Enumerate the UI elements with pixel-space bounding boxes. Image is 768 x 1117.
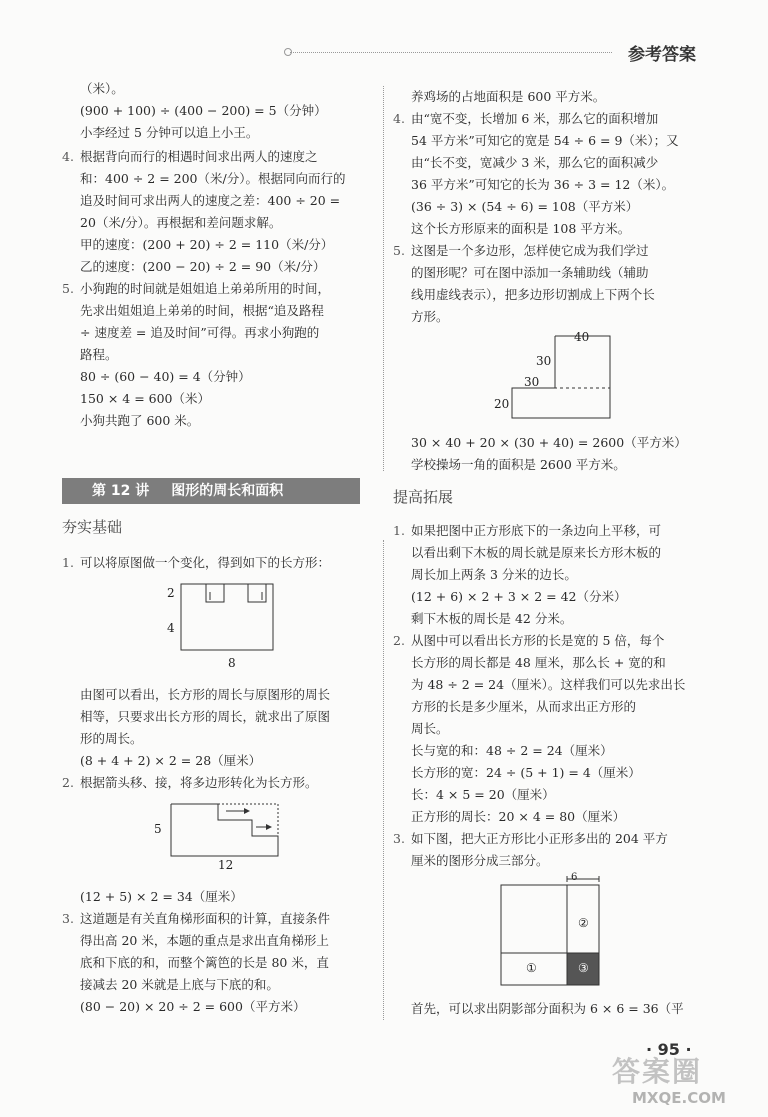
text-line: (12 + 5) × 2 = 34（厘米） (80, 889, 243, 904)
subsection-title: 夯实基础 (62, 518, 123, 536)
text-line: 相等，只要求出长方形的周长，就求出了原图 (80, 709, 331, 724)
figure-label: 6 (571, 872, 578, 883)
text-line: 根据背向而行的相遇时间求出两人的速度之 (80, 149, 318, 164)
section-label: 第 12 讲 (92, 483, 150, 499)
text-line: 底和下底的和，而整个篱笆的长是 80 米，直 (80, 955, 329, 970)
text-line: 长方形的周长都是 48 厘米，那么长 + 宽的和 (411, 655, 666, 670)
text-line: 接减去 20 米就是上底与下底的和。 (80, 977, 279, 992)
text-line: 30 × 40 + 20 × (30 + 40) = 2600（平方米） (411, 435, 687, 450)
text-line: 如下图，把大正方形比小正形多出的 204 平方 (411, 831, 668, 846)
text-line: 线用虚线表示），把多边形切割成上下两个长 (411, 287, 655, 302)
section-title: 图形的周长和面积 (171, 483, 284, 499)
text-line: (8 + 4 + 2) × 2 = 28（厘米） (80, 753, 262, 768)
text-line: 周长加上两条 3 分米的边长。 (411, 567, 577, 582)
text-line: (12 + 6) × 2 + 3 × 2 = 42（分米） (411, 589, 627, 604)
text-line: 小狗共跑了 600 米。 (80, 413, 200, 428)
text-line: 80 ÷ (60 − 40) = 4（分钟） (80, 369, 251, 384)
text-line: 由图可以看出，长方形的周长与原图形的周长 (80, 687, 331, 702)
text-line: 得出高 20 米，本题的重点是求出直角梯形上 (80, 933, 329, 948)
text-line: （米）。 (80, 81, 124, 96)
figure-l-shape (500, 330, 620, 425)
text-line: 正方形的周长：20 × 4 = 80（厘米） (411, 809, 626, 824)
figure-label: 30 (524, 375, 540, 389)
item-number: 5. (62, 281, 74, 296)
figure-label: 12 (218, 858, 234, 872)
page-number: · 95 · (646, 1040, 692, 1059)
text-line: 可以将原图做一个变化，得到如下的长方形： (80, 555, 331, 570)
text-line: 和：400 ÷ 2 = 200（米/分）。根据同向而行的 (80, 171, 346, 186)
section-banner (62, 478, 360, 504)
text-line: 路程。 (80, 347, 118, 362)
figure-label: 5 (154, 822, 162, 836)
text-line: 先求出姐姐追上弟弟的时间，根据“追及路程 (80, 303, 324, 318)
figure-label: ① (526, 961, 537, 975)
figure-label: 2 (167, 586, 175, 600)
column-divider (383, 540, 384, 1020)
text-line: 小李经过 5 分钟可以追上小王。 (80, 125, 259, 140)
text-line: 养鸡场的占地面积是 600 平方米。 (411, 89, 606, 104)
text-line: 方形。 (411, 309, 449, 324)
text-line: 20（米/分）。再根据和差问题求解。 (80, 215, 282, 230)
text-line: 由“长不变，宽减少 3 米，那么它的面积减少 (411, 155, 659, 170)
text-line: 甲的速度：(200 + 20) ÷ 2 = 110（米/分） (80, 237, 334, 252)
text-line: 首先，可以求出阴影部分面积为 6 × 6 = 36（平 (411, 1001, 684, 1016)
text-line: 长：4 × 5 = 20（厘米） (411, 787, 555, 802)
item-number: 3. (62, 911, 74, 926)
text-line: 36 平方米”可知它的长为 36 ÷ 3 = 12（米）。 (411, 177, 675, 192)
text-line: 学校操场一角的面积是 2600 平方米。 (411, 457, 626, 472)
text-line: (36 ÷ 3) × (54 ÷ 6) = 108（平方米） (411, 199, 639, 214)
text-line: 小狗跑的时间就是姐姐追上弟弟所用的时间， (80, 281, 331, 296)
item-number: 4. (62, 149, 74, 164)
text-line: 长方形的宽：24 ÷ (5 + 1) = 4（厘米） (411, 765, 641, 780)
text-line: 剩下木板的周长是 42 分米。 (411, 611, 573, 626)
text-line: (80 − 20) × 20 ÷ 2 = 600（平方米） (80, 999, 306, 1014)
text-line: 方形的长是多少厘米，从而求出正方形的 (411, 699, 637, 714)
text-line: 乙的速度：(200 − 20) ÷ 2 = 90（米/分） (80, 259, 326, 274)
text-line: 从图中可以看出长方形的长是宽的 5 倍，每个 (411, 633, 665, 648)
figure-label: 8 (228, 656, 236, 670)
text-line: 150 × 4 = 600（米） (80, 391, 211, 406)
text-line: 以看出剩下木板的周长就是原来长方形木板的 (411, 545, 662, 560)
text-line: 这个长方形原来的面积是 108 平方米。 (411, 221, 631, 236)
text-line: 这图是一个多边形，怎样使它成为我们学过 (411, 243, 649, 258)
text-line: (900 + 100) ÷ (400 − 200) = 5（分钟） (80, 103, 327, 118)
item-number: 2. (393, 633, 405, 648)
item-number: 4. (393, 111, 405, 126)
header-rule (290, 52, 612, 53)
item-number: 2. (62, 775, 74, 790)
item-number: 5. (393, 243, 405, 258)
text-line: 长与宽的和：48 ÷ 2 = 24（厘米） (411, 743, 613, 758)
figure-label: ② (578, 916, 589, 930)
text-line: 追及时间可求出两人的速度之差：400 ÷ 20 = (80, 193, 341, 208)
figure-label: 30 (536, 354, 552, 368)
header-title: 参考答案 (628, 45, 696, 65)
text-line: ÷ 速度差 = 追及时间”可得。再求小狗跑的 (80, 325, 320, 340)
text-line: 为 48 ÷ 2 = 24（厘米）。这样我们可以先求出长 (411, 677, 686, 692)
figure-label: 40 (574, 330, 590, 344)
text-line: 形的周长。 (80, 731, 143, 746)
text-line: 54 平方米”可知它的宽是 54 ÷ 6 = 9（米）；又 (411, 133, 679, 148)
item-number: 3. (393, 831, 405, 846)
column-divider (383, 86, 384, 471)
text-line: 周长。 (411, 721, 449, 736)
text-line: 由“宽不变，长增加 6 米，那么它的面积增加 (411, 111, 659, 126)
text-line: 厘米的图形分成三部分。 (411, 853, 549, 868)
watermark-logo: 答案圈 (612, 1055, 703, 1088)
item-number: 1. (62, 555, 74, 570)
subsection-title: 提高拓展 (393, 488, 454, 506)
figure-label: ③ (578, 961, 589, 975)
text-line: 这道题是有关直角梯形面积的计算，直接条件 (80, 911, 331, 926)
watermark-url: MXQE.COM (632, 1089, 726, 1107)
text-line: 如果把图中正方形底下的一条边向上平移，可 (411, 523, 662, 538)
figure-label: 20 (494, 397, 510, 411)
text-line: 根据箭头移、接，将多边形转化为长方形。 (80, 775, 318, 790)
figure-polygon-12x5 (166, 800, 286, 860)
text-line: 的图形呢？可在图中添加一条辅助线（辅助 (411, 265, 649, 280)
item-number: 1. (393, 523, 405, 538)
figure-label: 4 (167, 621, 175, 635)
